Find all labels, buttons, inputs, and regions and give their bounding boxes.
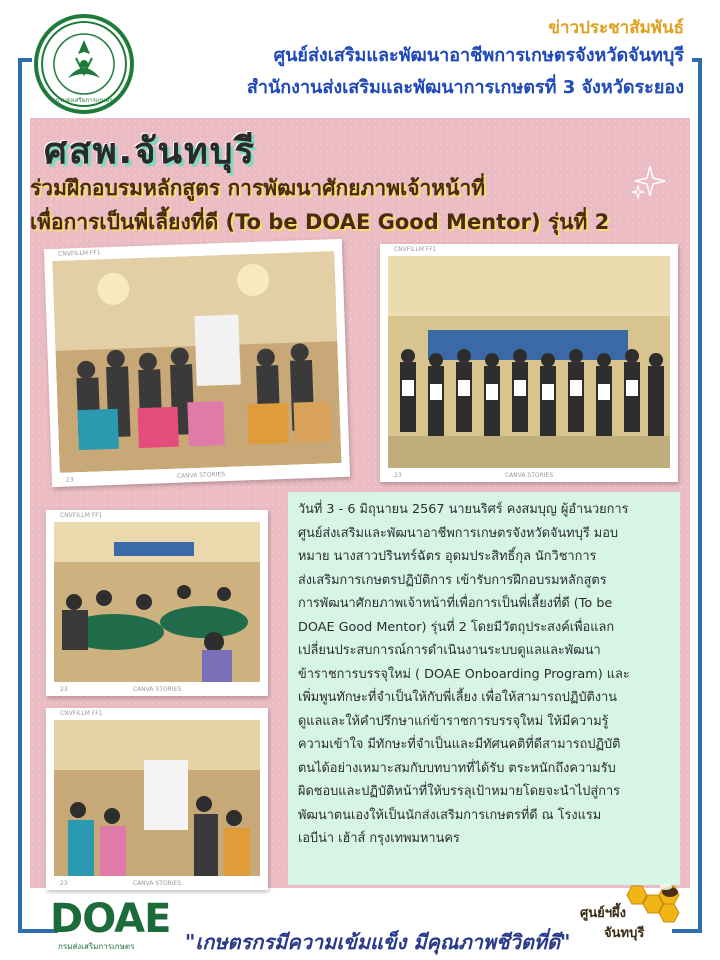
photo-page-number: 23 [394,472,402,479]
photo-tag-top: CNVFILLM FF1 [60,512,103,519]
photo-page-number: 23 [60,880,68,887]
bee-center-name: ศูนย์ฯผึ้ง [580,906,627,921]
article-body [288,492,680,885]
article-line: ข้าราชการบรรจุใหม่ ( DOAE Onboarding Program) และ [298,666,630,682]
headline-line-2: เพื่อการเป็นพี่เลี้ยงที่ดี (To be DOAE Good Mentor) รุ่นที่ 2 [30,210,610,234]
article-line: ความเข้าใจ มีทักษะที่จำเป็นและมีทัศนคติที่ดีสามารถปฏิบัติ [298,737,621,752]
article-line: เพิ่มพูนทักษะที่จำเป็นให้กับพี่เลี้ยง เพื่อให้สามารถปฏิบัติงาน [298,690,618,705]
photo-page-number: 23 [60,686,68,693]
footer-slogan: "เกษตรกรมีความเข้มแข็ง มีคุณภาพชีวิตที่ดี" [185,930,571,954]
photo-tag-bottom: CANVA STORIES [504,472,554,479]
group-photo-image [52,251,341,473]
article-line: ส่งเสริมการเกษตรปฏิบัติการ เข้ารับการฝึกอบรมหลักสูตร [298,572,607,588]
headline-line-1: ร่วมฝึกอบรมหลักสูตร การพัฒนาศักยภาพเจ้าหน้าที่ [30,176,486,200]
frame-border-top-right [692,58,702,62]
photo-tag-bottom: CANVA STORIES [176,471,226,480]
bee-center-province: จันทบุรี [604,926,645,941]
frame-border-top-left [18,58,32,62]
office-name-heading: ศสพ.จันทบุรี [44,131,256,172]
article-line: การพัฒนาศักยภาพเจ้าหน้าที่เพื่อการเป็นพี่เลี้ยงที่ดี (To be [298,596,613,611]
article-line: เอบีน่า เฮ้าส์ กรุงเทพมหานคร [298,831,460,846]
article-line: หมาย นางสาวปรินทร์ฉัตร อุดมประสิทธิ์กุล นักวิชาการ [298,549,597,564]
article-line: วันที่ 3 - 6 มิถุนายน 2567 นายนริศร์ คงสมบุญ ผู้อำนวยการ [298,502,629,517]
article-line: ศูนย์ส่งเสริมและพัฒนาอาชีพการเกษตรจังหวัดจันทบุรี มอบ [298,525,619,541]
article-line: พัฒนาตนเองให้เป็นนักส่งเสริมการเกษตรที่ดี ณ โรงแรม [298,807,602,823]
center-title: ศูนย์ส่งเสริมและพัฒนาอาชีพการเกษตรจังหวัดจันทบุรี [273,45,684,66]
photo-tag-bottom: CANVA STORIES [132,880,182,887]
photo-tag-top: CNVFILLM FF1 [57,249,101,258]
article-line: ตนได้อย่างเหมาะสมกับบทบาทที่ได้รับ ตระหนักถึงความรับ [298,760,616,776]
frame-border-left [18,58,22,933]
flipchart-session-image [54,720,260,876]
table-session-image [54,522,260,682]
seal-emblem-icon [38,18,130,110]
photo-tag-top: CNVFILLM FF1 [60,710,103,717]
photo-tag-bottom: CANVA STORIES [132,686,182,693]
article-line: ดูแลและให้คำปรึกษาแก่ข้าราชการบรรจุใหม่ ให้มีความรู้ [298,713,609,729]
photo-table-session [46,510,268,696]
certificate-photo-image [388,256,670,468]
photo-page-number: 23 [65,476,74,484]
frame-border-right [698,58,702,933]
doae-logo-caption: กรมส่งเสริมการเกษตร [58,942,135,951]
article-line: เปลี่ยนประสบการณ์การดำเนินงานระบบดูแลและพัฒนา [298,643,601,658]
svg-text:กรมส่งเสริมการเกษตร: กรมส่งเสริมการเกษตร [55,97,113,104]
doae-logo: DOAE [50,896,171,942]
photo-flipchart-session [46,708,268,890]
photo-certificate-group [380,244,678,482]
photo-group-ballroom [44,239,350,487]
article-line: DOAE Good Mentor) รุ่นที่ 2 โดยมีวัตถุประสงค์เพื่อแลก [298,619,615,635]
photo-tag-top: CNVFILLM FF1 [394,246,437,253]
department-seal-logo [34,14,134,114]
office-subtitle: สำนักงานส่งเสริมและพัฒนาการเกษตรที่ 3 จังหวัดระยอง [246,77,684,98]
news-kicker: ข่าวประชาสัมพันธ์ [548,18,684,38]
article-line: ผิดชอบและปฏิบัติหน้าที่ให้บรรลุเป้าหมายโดยจะนำไปสู่การ [298,784,621,799]
